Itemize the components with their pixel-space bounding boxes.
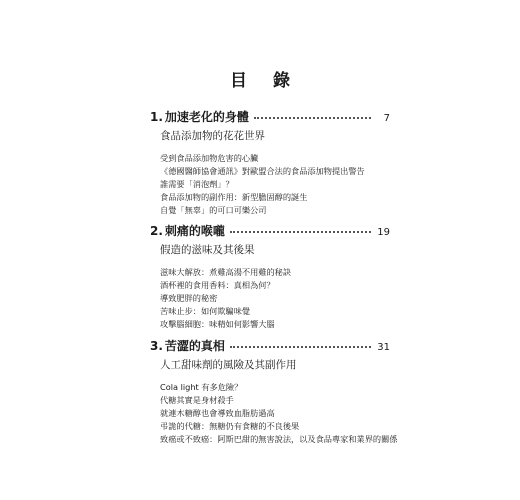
page-title: 目 錄 [230,71,300,91]
chapter-subtitle: 人工甜味劑的風險及其副作用 [160,359,297,371]
chapter-page-number: 19 [377,227,390,238]
chapter-heading[interactable] [150,222,390,238]
chapter-subtitle: 食品添加物的花花世界 [160,130,265,142]
chapter-heading[interactable] [150,108,390,124]
chapter-number: 2. [150,224,163,238]
section-item: 滋味大解放：煮雞高湯不用雞的秘訣 [160,267,292,277]
chapter-number: 1. [150,110,163,124]
chapter-page-number: 7 [383,113,390,124]
section-item: 攻擊腦細胞：味精如何影響大腦 [160,319,275,329]
section-item: 導致肥胖的秘密 [160,293,218,303]
chapter-heading[interactable] [150,337,390,353]
dot-leader [254,117,371,119]
section-item: 弔詭的代糖：無糖仍有食糖的不良後果 [160,421,300,431]
section-item: 食品添加物的副作用：新型膽固醇的誕生 [160,192,308,202]
section-item: Cola light 有多危險？ [160,382,243,392]
chapter-number: 3. [150,339,163,353]
section-item: 致癌或不致癌：阿斯巴甜的無害說法，以及食品專家和業界的關係 [160,434,398,444]
section-item: 代糖其實是身材殺手 [160,395,234,405]
section-item: 誰需要「消泡劑」？ [160,179,234,189]
section-item: 《德國醫師協會通訊》對歐盟合法的食品添加物提出警告 [160,166,365,176]
dot-leader [230,231,371,233]
section-item: 酒杯裡的食用香料：真相為何？ [160,280,275,290]
section-list [160,152,390,217]
chapter-title: 加速老化的身體 [164,110,249,124]
section-item: 就連木糖醇也會導致血脂肪過高 [160,408,275,418]
section-item: 苦味止步：如何欺騙味覺 [160,306,251,316]
dot-leader [230,346,371,348]
chapter-3 [150,337,398,446]
chapter-subtitle: 假造的滋味及其後果 [160,244,255,256]
section-item: 自覺「無辜」的可口可樂公司 [160,205,267,215]
section-list [160,381,398,446]
chapter-title: 刺痛的喉嚨 [164,224,225,238]
section-list [160,266,390,331]
chapter-title: 苦澀的真相 [164,339,225,353]
section-item: 受到食品添加物危害的心臟 [160,153,259,163]
chapter-page-number: 31 [377,342,390,353]
chapter-1 [150,108,390,217]
chapter-2 [150,222,390,331]
